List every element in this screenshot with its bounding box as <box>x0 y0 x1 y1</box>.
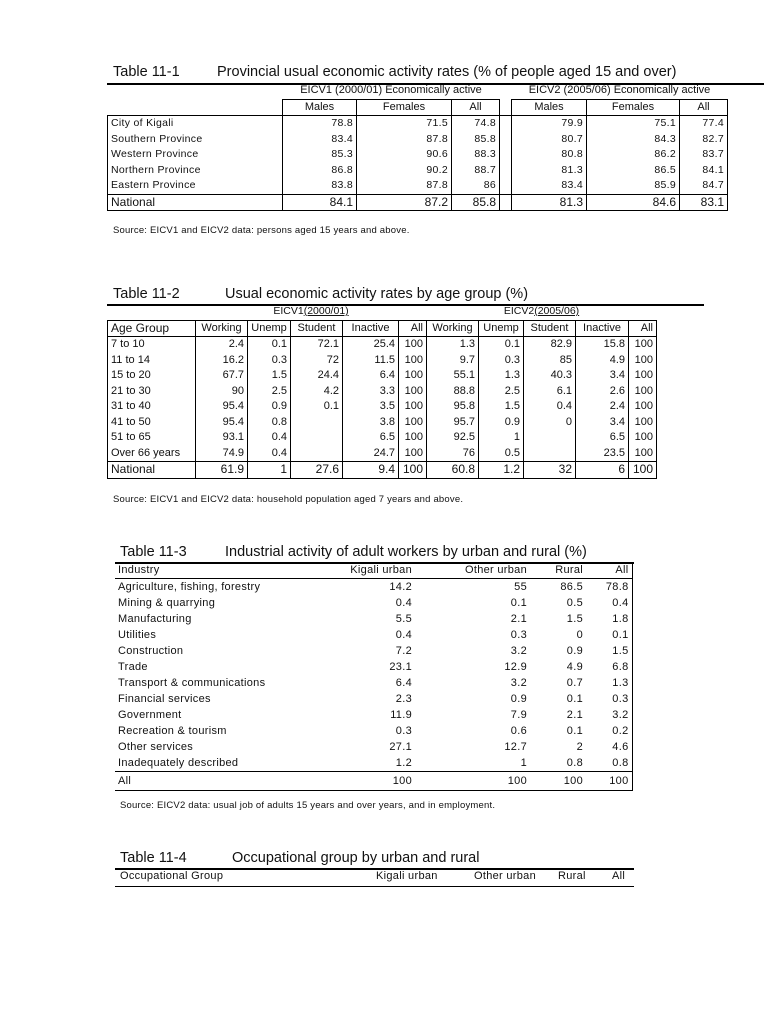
cell: 0.7 <box>566 677 583 689</box>
cell: 87.2 <box>357 194 452 211</box>
row-label: Transport & communications <box>118 677 266 689</box>
cell: 0.3 <box>248 353 291 369</box>
cell: 0.5 <box>479 446 524 462</box>
table-row <box>108 399 657 415</box>
cell: 0.9 <box>248 399 291 415</box>
column-header: Occupational Group <box>120 870 224 882</box>
cell <box>291 415 343 431</box>
table-row <box>115 595 632 611</box>
cell: 85 <box>524 353 576 369</box>
column-header: Unemp <box>248 320 291 337</box>
cell: 3.8 <box>343 415 399 431</box>
table-row <box>108 337 657 353</box>
cell: 72.1 <box>291 337 343 353</box>
cell: 6.4 <box>343 368 399 384</box>
cell: 85.8 <box>452 132 500 148</box>
cell: 0 <box>524 415 576 431</box>
cell: 3.4 <box>576 368 629 384</box>
cell <box>524 430 576 446</box>
table-number: Table 11-1 <box>113 64 180 80</box>
cell: 84.1 <box>680 163 728 179</box>
cell: 0.4 <box>395 597 412 609</box>
column-header: All <box>586 562 632 579</box>
cell: 0.9 <box>566 645 583 657</box>
cell: 6 <box>576 462 629 479</box>
cell: 4.2 <box>291 384 343 400</box>
cell: 100 <box>629 368 657 384</box>
cell: 1 <box>479 430 524 446</box>
cell: 86.5 <box>587 163 680 179</box>
cell: 0.3 <box>479 353 524 369</box>
cell: 100 <box>399 337 427 353</box>
cell: 55.1 <box>427 368 479 384</box>
table-11-3 <box>115 562 633 791</box>
column-header: Inactive <box>576 320 629 337</box>
table-row <box>115 579 632 596</box>
cell: 0.3 <box>510 629 527 641</box>
cell: 4.9 <box>566 661 583 673</box>
cell: 100 <box>399 446 427 462</box>
group-year: (2005/06) <box>534 305 580 317</box>
table-caption: Provincial usual economic activity rates (% of people aged 15 and over) <box>217 64 677 80</box>
cell: 77.4 <box>680 116 728 132</box>
row-label: Financial services <box>118 693 211 705</box>
cell: 0.4 <box>248 430 291 446</box>
table-row <box>115 755 632 772</box>
table-row <box>115 643 632 659</box>
cell: 85.3 <box>283 147 357 163</box>
cell: 86.2 <box>587 147 680 163</box>
cell: 2.3 <box>395 693 412 705</box>
cell: 80.8 <box>512 147 587 163</box>
cell: 82.7 <box>680 132 728 148</box>
cell: 93.1 <box>196 430 248 446</box>
column-header: Kigali urban <box>376 870 438 882</box>
table-number: Table 11-3 <box>120 544 187 560</box>
row-label: Construction <box>118 645 184 657</box>
cell: 83.8 <box>283 178 357 194</box>
row-label: 15 to 20 <box>108 368 196 384</box>
cell: 1.2 <box>479 462 524 479</box>
cell: 27.6 <box>291 462 343 479</box>
table-row <box>108 178 728 194</box>
cell: 1.5 <box>566 613 583 625</box>
table-row-national <box>108 194 728 211</box>
table-row-all <box>115 772 632 791</box>
table-row <box>108 163 728 179</box>
cell: 2.5 <box>479 384 524 400</box>
cell: 9.4 <box>343 462 399 479</box>
row-label: 51 to 65 <box>108 430 196 446</box>
row-label: Over 66 years <box>108 446 196 462</box>
cell: 0.3 <box>395 725 412 737</box>
cell: 0.1 <box>291 399 343 415</box>
cell: 74.9 <box>196 446 248 462</box>
cell: 71.5 <box>357 116 452 132</box>
cell: 0.5 <box>566 597 583 609</box>
cell: 1.5 <box>479 399 524 415</box>
row-label: 41 to 50 <box>108 415 196 431</box>
cell: 23.5 <box>576 446 629 462</box>
cell: 67.7 <box>196 368 248 384</box>
cell: 75.1 <box>587 116 680 132</box>
cell: 7.2 <box>395 645 412 657</box>
column-header: Females <box>587 99 680 116</box>
cell: 100 <box>399 430 427 446</box>
cell: 88.3 <box>452 147 500 163</box>
table-row <box>115 739 632 755</box>
cell: 100 <box>335 772 415 791</box>
column-header: Rural <box>558 870 586 882</box>
column-header: Working <box>196 320 248 337</box>
group-prefix: EICV1 <box>273 305 304 317</box>
table-number: Table 11-2 <box>113 286 180 302</box>
cell: 85.9 <box>587 178 680 194</box>
cell: 95.4 <box>196 415 248 431</box>
table-11-2 <box>107 304 657 479</box>
group-year: (2000/01) <box>303 305 349 317</box>
row-label: Trade <box>118 661 148 673</box>
table-row <box>115 707 632 723</box>
cell: 5.5 <box>395 613 412 625</box>
column-header: Industry <box>115 562 335 579</box>
cell: 1 <box>520 757 527 769</box>
column-header: Unemp <box>479 320 524 337</box>
cell: 0.1 <box>479 337 524 353</box>
table-row <box>115 723 632 739</box>
table-row <box>108 384 657 400</box>
cell: 3.3 <box>343 384 399 400</box>
cell: 84.3 <box>587 132 680 148</box>
cell: 83.7 <box>680 147 728 163</box>
cell: 1.3 <box>427 337 479 353</box>
cell: 100 <box>399 399 427 415</box>
row-label: Government <box>118 709 182 721</box>
cell: 0.3 <box>586 691 632 707</box>
cell: 40.3 <box>524 368 576 384</box>
cell: 61.9 <box>196 462 248 479</box>
cell: 87.8 <box>357 132 452 148</box>
cell: 100 <box>629 430 657 446</box>
table-row <box>115 659 632 675</box>
row-label: Agriculture, fishing, forestry <box>118 581 261 593</box>
cell: 12.7 <box>504 741 527 753</box>
cell: 2 <box>576 741 583 753</box>
cell: 79.9 <box>512 116 587 132</box>
cell: 11.9 <box>390 709 412 721</box>
column-header: Working <box>427 320 479 337</box>
table-row <box>115 691 632 707</box>
cell: 90.2 <box>357 163 452 179</box>
row-label: Manufacturing <box>118 613 192 625</box>
row-label: Western Province <box>108 147 283 163</box>
cell: 2.5 <box>248 384 291 400</box>
cell: 0.1 <box>510 597 527 609</box>
column-header: Rural <box>530 562 586 579</box>
table-source-note: Source: EICV1 and EICV2 data: persons aged 15 years and above. <box>113 225 410 236</box>
row-label: Recreation & tourism <box>118 725 227 737</box>
cell: 1.2 <box>395 757 412 769</box>
cell: 3.4 <box>576 415 629 431</box>
table-11-2-title <box>113 286 528 302</box>
row-label: 21 to 30 <box>108 384 196 400</box>
column-header: All <box>612 870 626 882</box>
table-row <box>108 147 728 163</box>
cell: 0.9 <box>510 693 527 705</box>
cell: 60.8 <box>427 462 479 479</box>
cell <box>524 446 576 462</box>
cell: 84.1 <box>283 194 357 211</box>
table-row <box>108 353 657 369</box>
cell: 72 <box>291 353 343 369</box>
cell: 100 <box>629 462 657 479</box>
cell: 27.1 <box>389 741 412 753</box>
cell: 76 <box>427 446 479 462</box>
row-label: Inadequately described <box>118 757 239 769</box>
table-row-national <box>108 462 657 479</box>
column-header: Student <box>291 320 343 337</box>
cell: 100 <box>586 772 632 791</box>
column-header: Other urban <box>415 562 530 579</box>
cell: 95.8 <box>427 399 479 415</box>
row-label: Utilities <box>118 629 157 641</box>
row-label: 31 to 40 <box>108 399 196 415</box>
table-row <box>108 116 728 132</box>
cell: 1.3 <box>586 675 632 691</box>
table-row <box>115 627 632 643</box>
cell: 100 <box>399 368 427 384</box>
cell: 0.1 <box>586 627 632 643</box>
cell: 4.9 <box>576 353 629 369</box>
cell: 83.4 <box>283 132 357 148</box>
group-header-eicv1: EICV1 (2000/01) Economically active <box>283 83 500 99</box>
table-row <box>108 415 657 431</box>
cell: 14.2 <box>389 581 412 593</box>
cell: 88.8 <box>427 384 479 400</box>
row-label: 11 to 14 <box>108 353 196 369</box>
cell: 12.9 <box>504 661 527 673</box>
cell: 100 <box>629 446 657 462</box>
cell: 0.8 <box>248 415 291 431</box>
cell: 0.8 <box>586 755 632 772</box>
cell: 86.5 <box>560 581 583 593</box>
cell: 81.3 <box>512 194 587 211</box>
column-header: All <box>452 99 500 116</box>
cell: 16.2 <box>196 353 248 369</box>
cell: 3.2 <box>586 707 632 723</box>
cell: 6.1 <box>524 384 576 400</box>
column-header: Student <box>524 320 576 337</box>
cell: 1 <box>248 462 291 479</box>
cell: 1.8 <box>586 611 632 627</box>
cell: 0.9 <box>479 415 524 431</box>
column-header: Males <box>512 99 587 116</box>
column-header: Females <box>357 99 452 116</box>
cell: 1.5 <box>586 643 632 659</box>
row-label: Northern Province <box>108 163 283 179</box>
cell: 6.4 <box>395 677 412 689</box>
table-caption: Industrial activity of adult workers by urban and rural (%) <box>225 544 587 560</box>
cell: 95.7 <box>427 415 479 431</box>
cell: 1.3 <box>479 368 524 384</box>
cell: 86.8 <box>283 163 357 179</box>
cell: 100 <box>629 415 657 431</box>
cell: 0.2 <box>586 723 632 739</box>
table-caption: Usual economic activity rates by age group (%) <box>225 286 529 302</box>
cell: 0.4 <box>395 629 412 641</box>
row-label: National <box>108 462 196 479</box>
row-label: All <box>115 772 335 791</box>
cell: 2.4 <box>576 399 629 415</box>
table-11-4-title <box>120 850 479 866</box>
cell: 3.2 <box>510 677 527 689</box>
table-source-note: Source: EICV1 and EICV2 data: household population aged 7 years and above. <box>113 494 464 505</box>
row-label: Mining & quarrying <box>118 597 216 609</box>
cell: 100 <box>629 353 657 369</box>
column-header: All <box>680 99 728 116</box>
cell: 100 <box>399 462 427 479</box>
table-row <box>108 430 657 446</box>
cell: 55 <box>514 581 527 593</box>
cell: 80.7 <box>512 132 587 148</box>
row-label: 7 to 10 <box>108 337 196 353</box>
cell: 85.8 <box>452 194 500 211</box>
column-header: All <box>629 320 657 337</box>
cell: 6.8 <box>586 659 632 675</box>
cell: 78.8 <box>586 579 632 596</box>
table-row <box>108 368 657 384</box>
cell: 100 <box>629 337 657 353</box>
cell: 6.5 <box>343 430 399 446</box>
table-11-1-title <box>113 64 676 80</box>
cell: 23.1 <box>389 661 412 673</box>
cell: 1.5 <box>248 368 291 384</box>
row-label: Southern Province <box>108 132 283 148</box>
cell: 86 <box>452 178 500 194</box>
cell: 24.7 <box>343 446 399 462</box>
cell: 6.5 <box>576 430 629 446</box>
cell: 2.1 <box>566 709 583 721</box>
cell: 15.8 <box>576 337 629 353</box>
group-header-eicv2: EICV2 (2005/06) Economically active <box>512 83 728 99</box>
cell: 0 <box>576 629 583 641</box>
cell: 0.1 <box>566 725 583 737</box>
cell: 24.4 <box>291 368 343 384</box>
table-number: Table 11-4 <box>120 850 187 866</box>
cell: 83.1 <box>680 194 728 211</box>
row-label: Other services <box>118 741 194 753</box>
cell: 3.2 <box>510 645 527 657</box>
group-header-eicv1 <box>196 304 427 320</box>
cell: 2.4 <box>196 337 248 353</box>
cell: 100 <box>415 772 530 791</box>
cell: 0.4 <box>524 399 576 415</box>
row-label: Eastern Province <box>108 178 283 194</box>
group-prefix: EICV2 <box>503 305 535 317</box>
cell: 100 <box>629 399 657 415</box>
cell: 82.9 <box>524 337 576 353</box>
table-source-note: Source: EICV2 data: usual job of adults 15 years and over years, and in employment. <box>120 800 496 811</box>
cell: 11.5 <box>343 353 399 369</box>
cell: 74.8 <box>452 116 500 132</box>
cell: 4.6 <box>586 739 632 755</box>
column-header: All <box>399 320 427 337</box>
cell: 2.1 <box>510 613 527 625</box>
cell: 100 <box>399 384 427 400</box>
cell: 90.6 <box>357 147 452 163</box>
cell: 90 <box>196 384 248 400</box>
cell: 95.4 <box>196 399 248 415</box>
table-row <box>108 446 657 462</box>
cell: 2.6 <box>576 384 629 400</box>
table-row <box>115 675 632 691</box>
cell: 81.3 <box>512 163 587 179</box>
cell: 0.1 <box>566 693 583 705</box>
cell: 7.9 <box>510 709 527 721</box>
cell: 0.4 <box>586 595 632 611</box>
cell <box>291 446 343 462</box>
column-header: Age Group <box>108 320 196 337</box>
cell: 84.6 <box>587 194 680 211</box>
cell: 87.8 <box>357 178 452 194</box>
cell <box>291 430 343 446</box>
table-caption: Occupational group by urban and rural <box>232 850 480 866</box>
cell: 3.5 <box>343 399 399 415</box>
table-11-1 <box>107 83 728 211</box>
cell: 100 <box>399 353 427 369</box>
table-row <box>108 132 728 148</box>
cell: 83.4 <box>512 178 587 194</box>
row-label: City of Kigali <box>108 116 283 132</box>
cell: 100 <box>530 772 586 791</box>
cell: 9.7 <box>427 353 479 369</box>
cell: 0.8 <box>566 757 583 769</box>
cell: 100 <box>629 384 657 400</box>
cell: 0.6 <box>510 725 527 737</box>
column-header: Males <box>283 99 357 116</box>
column-header: Inactive <box>343 320 399 337</box>
cell: 88.7 <box>452 163 500 179</box>
row-label: National <box>108 194 283 211</box>
cell: 32 <box>524 462 576 479</box>
cell: 100 <box>399 415 427 431</box>
column-header: Other urban <box>474 870 537 882</box>
cell: 0.1 <box>248 337 291 353</box>
cell: 84.7 <box>680 178 728 194</box>
column-header: Kigali urban <box>335 562 415 579</box>
cell: 78.8 <box>283 116 357 132</box>
table-header-rule <box>115 886 634 887</box>
cell: 25.4 <box>343 337 399 353</box>
table-row <box>115 611 632 627</box>
group-header-eicv2 <box>427 304 657 320</box>
cell: 0.4 <box>248 446 291 462</box>
table-11-3-title <box>120 544 587 560</box>
cell: 92.5 <box>427 430 479 446</box>
